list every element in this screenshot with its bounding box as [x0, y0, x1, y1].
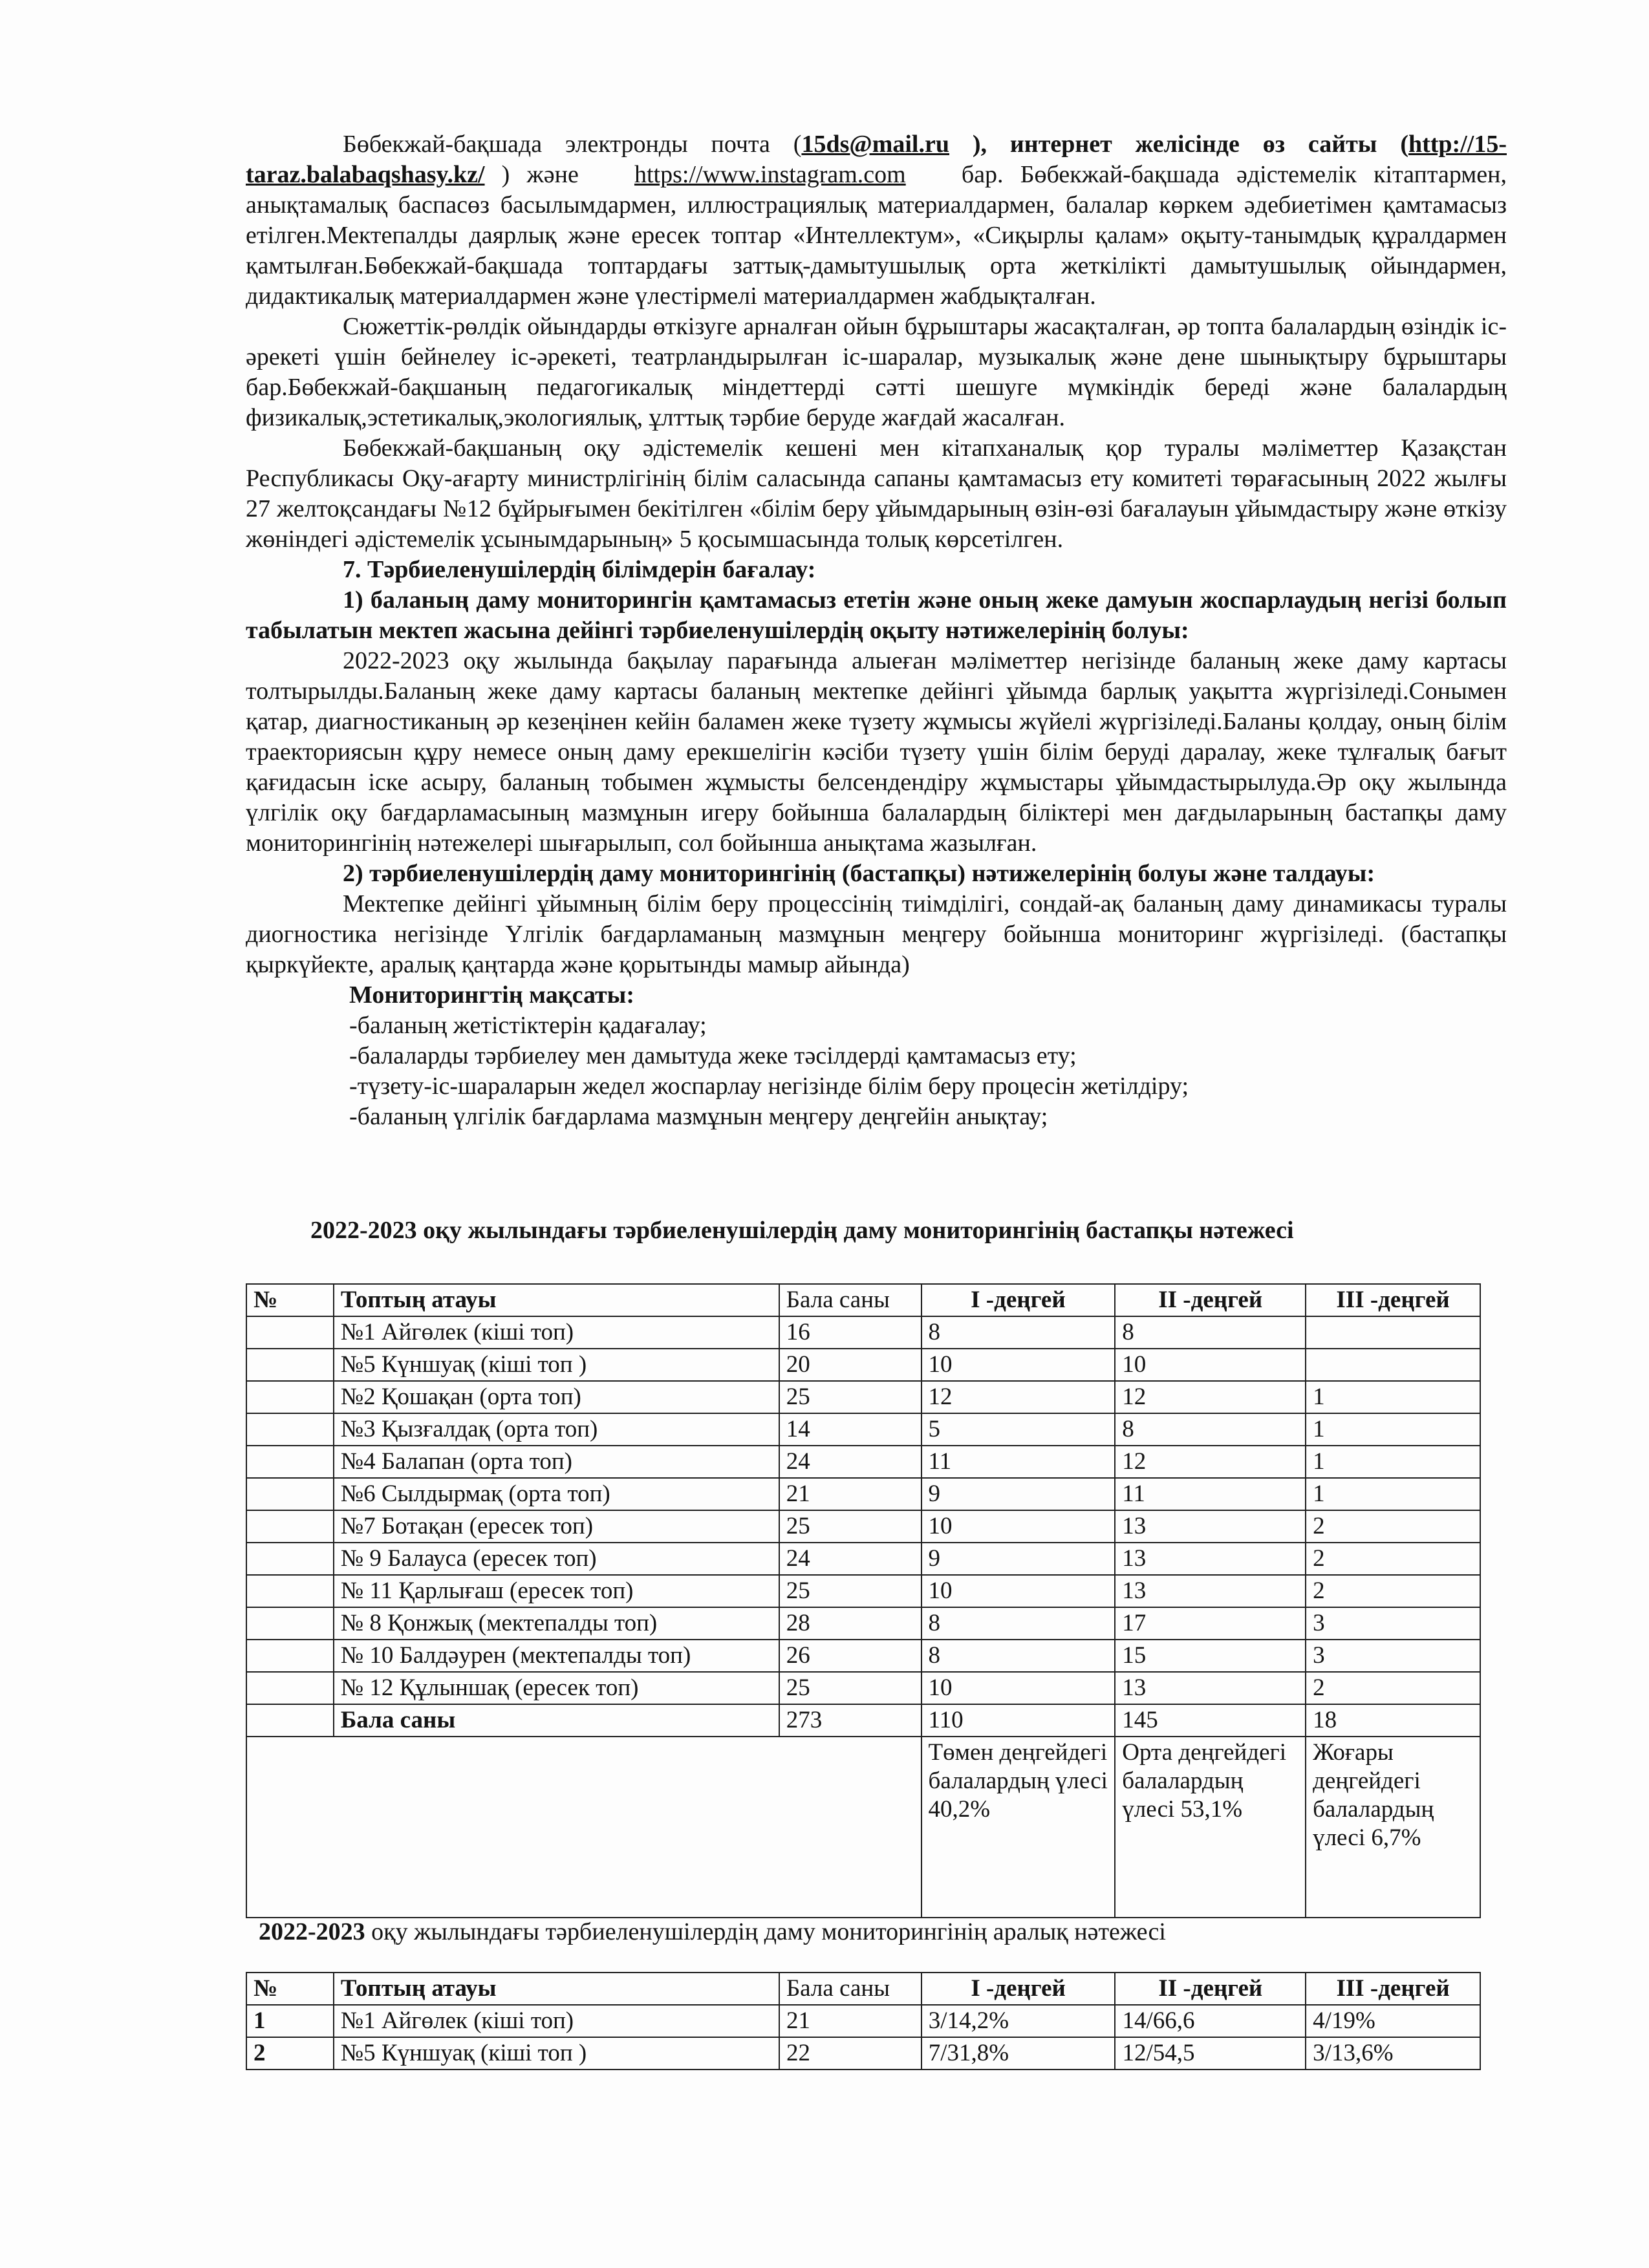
- goal-item: -баланың үлгілік бағдарлама мазмұнын меңгеру деңгейін анықтау;: [349, 1103, 1048, 1130]
- summary-cell: Төмен деңгейдегі балалардың үлесі 40,2%: [921, 1737, 1116, 1918]
- paragraph-5: Мектепке дейінгі ұйымның білім беру процессінің тиімділігі, сондай-ақ баланың даму динамикасы туралы диогностика негізінде Үлгілік бағдарламаның мазмұнын меңгеру бойынша мониторинг жүргізіледі. (бастапқы қыркүйекте, аралық қаңтарда және қорытынды мамыр айында): [246, 890, 1507, 978]
- paragraph-3: Бөбекжай-бақшаның оқу әдістемелік кешені мен кітапханалық қор туралы мәліметтер Қазақстан Республикасы Оқу-ағарту министрлігінің білім саласында сапаны қамтамасыз ету комитеті төрағасының 2022 жылғы 27 желтоқсандағы №12 бұйрығымен бекітілген «білім беру ұйымдарының өзін-өзі бағалауын ұйымдастыру және өткізу жөніндегі әдістемелік ұсынымдарының» 5 қосымшасында толық көрсетілген.: [246, 434, 1507, 553]
- header-cell: ІІІ -деңгей: [1306, 1973, 1480, 2005]
- cell: 14/66,6: [1115, 2005, 1306, 2037]
- goal-item: -баланың жетістіктерін қадағалау;: [349, 1012, 707, 1039]
- section-7-heading: 7. Тәрбиеленушілердің білімдерін бағалау:: [343, 556, 816, 583]
- cell: 9: [921, 1478, 1116, 1510]
- cell: 25: [779, 1510, 921, 1543]
- cell: 2: [1306, 1543, 1480, 1575]
- header-cell: Топтың атауы: [334, 1973, 779, 2005]
- header-cell: Бала саны: [779, 1284, 921, 1316]
- header-cell: Бала саны: [779, 1973, 921, 2005]
- cell: № 10 Балдәурен (мектепалды топ): [334, 1640, 779, 1672]
- cell: 10: [921, 1575, 1116, 1607]
- cell: [246, 1543, 334, 1575]
- cell: [246, 1510, 334, 1543]
- cell: 145: [1115, 1704, 1306, 1737]
- table2-interim-monitoring: [246, 1972, 1481, 2070]
- header-cell: ІІ -деңгей: [1115, 1284, 1306, 1316]
- section-7-1-heading: 1) баланың даму мониторингін қамтамасыз ететін және оның жеке дамуын жоспарлаудың негізі болып табылатын мектеп жасына дейінгі тәрбиеленушілердің оқыту нәтижелерінің болуы:: [246, 586, 1507, 644]
- cell: 8: [921, 1640, 1116, 1672]
- cell: 1: [1306, 1446, 1480, 1478]
- cell: 14: [779, 1413, 921, 1446]
- cell: 1: [1306, 1478, 1480, 1510]
- cell: 8: [1115, 1413, 1306, 1446]
- cell: 1: [1306, 1381, 1480, 1413]
- cell: 25: [779, 1575, 921, 1607]
- cell: 26: [779, 1640, 921, 1672]
- table-row: [246, 1543, 1480, 1575]
- table-header-row: [246, 1973, 1480, 2005]
- table-row: [246, 2037, 1480, 2070]
- cell: 3/13,6%: [1306, 2037, 1480, 2070]
- cell: [246, 1446, 334, 1478]
- cell: 10: [921, 1510, 1116, 1543]
- cell: 25: [779, 1381, 921, 1413]
- table-total-row: [246, 1704, 1480, 1737]
- header-cell: Топтың атауы: [334, 1284, 779, 1316]
- cell: 13: [1115, 1575, 1306, 1607]
- site-link[interactable]: http://15-taraz.balabaqshasy.kz/: [246, 131, 1507, 188]
- header-cell: І -деңгей: [921, 1973, 1116, 2005]
- cell: 3: [1306, 1640, 1480, 1672]
- cell: 2: [1306, 1510, 1480, 1543]
- cell: 13: [1115, 1543, 1306, 1575]
- cell: [246, 1607, 334, 1640]
- header-cell: ІІ -деңгей: [1115, 1973, 1306, 2005]
- table-row: [246, 1413, 1480, 1446]
- cell: №4 Балапан (орта топ): [334, 1446, 779, 1478]
- cell: 8: [1115, 1316, 1306, 1349]
- goal-item: -түзету-іс-шараларын жедел жоспарлау негізінде білім беру процесін жетілдіру;: [349, 1073, 1189, 1100]
- caption-year: 2022-2023: [259, 1918, 365, 1945]
- cell: [1306, 1349, 1480, 1381]
- cell: №6 Сылдырмақ (орта топ): [334, 1478, 779, 1510]
- cell: 13: [1115, 1672, 1306, 1704]
- cell: № 11 Қарлығаш (ересек топ): [334, 1575, 779, 1607]
- cell: № 9 Балауса (ересек топ): [334, 1543, 779, 1575]
- table1-caption: 2022-2023 оқу жылындағы тәрбиеленушілердің даму мониторингінің бастапқы нәтежесі: [310, 1217, 1294, 1244]
- cell: 21: [779, 1478, 921, 1510]
- cell: [246, 1381, 334, 1413]
- cell: №7 Ботақан (ересек топ): [334, 1510, 779, 1543]
- cell: 3: [1306, 1607, 1480, 1640]
- document-body: [246, 129, 1507, 1132]
- cell: 9: [921, 1543, 1116, 1575]
- header-cell: ІІІ -деңгей: [1306, 1284, 1480, 1316]
- cell: 10: [921, 1349, 1116, 1381]
- cell: 1: [1306, 1413, 1480, 1446]
- text: ), интернет желісінде өз сайты (: [949, 131, 1408, 158]
- table-row: [246, 1640, 1480, 1672]
- table-header-row: [246, 1284, 1480, 1316]
- cell: 4/19%: [1306, 2005, 1480, 2037]
- cell: 28: [779, 1607, 921, 1640]
- paragraph-1: [246, 129, 1507, 312]
- header-cell: №: [246, 1284, 334, 1316]
- cell: [246, 1575, 334, 1607]
- table1-initial-monitoring: [246, 1283, 1481, 1918]
- cell: №1 Айгөлек (кіші топ): [334, 1316, 779, 1349]
- cell: 7/31,8%: [921, 2037, 1116, 2070]
- cell: 25: [779, 1672, 921, 1704]
- cell: [246, 1316, 334, 1349]
- cell: 2: [246, 2037, 334, 2070]
- cell: № 12 Құлыншақ (ересек топ): [334, 1672, 779, 1704]
- table-summary-row: [246, 1737, 1480, 1918]
- summary-cell: Орта деңгейдегі балалардың үлесі 53,1%: [1115, 1737, 1306, 1918]
- table-row: [246, 1446, 1480, 1478]
- table2-caption: [259, 1917, 1166, 1947]
- cell: 22: [779, 2037, 921, 2070]
- header-cell: №: [246, 1973, 334, 2005]
- cell: 5: [921, 1413, 1116, 1446]
- cell: 10: [1115, 1349, 1306, 1381]
- cell: [246, 1704, 334, 1737]
- email-link[interactable]: 15ds@mail.ru: [801, 131, 949, 158]
- table-row: [246, 1510, 1480, 1543]
- cell: 16: [779, 1316, 921, 1349]
- cell: №5 Күншуақ (кіші топ ): [334, 1349, 779, 1381]
- cell: 10: [921, 1672, 1116, 1704]
- table-row: [246, 2005, 1480, 2037]
- cell: [1306, 1316, 1480, 1349]
- paragraph-4: 2022-2023 оқу жылында бақылау парағында алыеған мәліметтер негізінде баланың жеке даму картасы толтырылды.Баланың жеке даму картасы баланың мектепке дейінгі ұйымда барлық уақытта жүргізіледі.Сонымен қатар, диагностиканың әр кезеңінен кейін баламен жеке түзету жұмысы жүйелі жүргізіледі.Баланы қолдау, оның білім траекториясын құру немесе оның даму ерекшелігін кәсіби түзету үшін білім беруді даралау, жеке тұлғалық бағыт қағидасын іске асыру, баланың тобымен жұмысты белсендендіру жұмыстары ұйымдастырылуда.Әр оқу жылында үлгілік оқу бағдарламасының мазмұнын игеру бойынша балалардың біліктері мен дағдыларының бастапқы даму мониторингінің нәтежелері шығарылып, сол бойынша анықтама жазылған.: [246, 647, 1507, 857]
- summary-cell: Жоғары деңгейдегі балалардың үлесі 6,7%: [1306, 1737, 1480, 1918]
- cell: [246, 1478, 334, 1510]
- cell: Бала саны: [334, 1704, 779, 1737]
- cell: 2: [1306, 1672, 1480, 1704]
- cell: 24: [779, 1446, 921, 1478]
- text: бар. Бөбекжай-бақшада әдістемелік кітаптармен, анықтамалық баспасөз басылымдармен, иллюстрациялық материалдармен, балалар көркем әдебиетімен қамтамасыз етілген.Мектепалды даярлық және ересек топтар «Интеллектум», «Сиқырлы қалам» оқыту-танымдық құралдармен қамтылған.Бөбекжай-бақшада топтардағы заттық-дамытушылық орта жеткілікті дамытушылық ойындармен, дидактикалық материалдармен және үлестірмелі материалдармен жабдықталған.: [246, 161, 1507, 310]
- cell: 17: [1115, 1607, 1306, 1640]
- cell: №1 Айгөлек (кіші топ): [334, 2005, 779, 2037]
- cell: 12: [1115, 1446, 1306, 1478]
- text: Бөбекжай-бақшада электронды почта (: [343, 131, 802, 158]
- cell: № 8 Қонжық (мектепалды топ): [334, 1607, 779, 1640]
- cell: 11: [1115, 1478, 1306, 1510]
- table-row: [246, 1316, 1480, 1349]
- caption-text: оқу жылындағы тәрбиеленушілердің даму мониторингінің аралық нәтежесі: [365, 1918, 1166, 1945]
- cell: 15: [1115, 1640, 1306, 1672]
- cell: 13: [1115, 1510, 1306, 1543]
- cell: 12: [1115, 1381, 1306, 1413]
- cell: [246, 1672, 334, 1704]
- cell: 2: [1306, 1575, 1480, 1607]
- cell: 3/14,2%: [921, 2005, 1116, 2037]
- cell: [246, 1640, 334, 1672]
- cell: 24: [779, 1543, 921, 1575]
- header-cell: І -деңгей: [921, 1284, 1116, 1316]
- table-row: [246, 1381, 1480, 1413]
- cell: 20: [779, 1349, 921, 1381]
- instagram-link[interactable]: https://www.instagram.com: [634, 161, 906, 188]
- cell: 12: [921, 1381, 1116, 1413]
- goal-item: -балаларды тәрбиелеу мен дамытуда жеке тәсілдерді қамтамасыз ету;: [349, 1042, 1077, 1069]
- cell: 8: [921, 1316, 1116, 1349]
- cell: №3 Қызғалдақ (орта топ): [334, 1413, 779, 1446]
- table-row: [246, 1607, 1480, 1640]
- cell: 110: [921, 1704, 1116, 1737]
- cell: 18: [1306, 1704, 1480, 1737]
- text: ) және: [484, 161, 596, 188]
- table-row: [246, 1672, 1480, 1704]
- table-row: [246, 1478, 1480, 1510]
- cell: [246, 1737, 921, 1918]
- goals-title: Мониторингтің мақсаты:: [349, 981, 634, 1009]
- cell: 11: [921, 1446, 1116, 1478]
- cell: 12/54,5: [1115, 2037, 1306, 2070]
- cell: 1: [246, 2005, 334, 2037]
- cell: №2 Қошақан (орта топ): [334, 1381, 779, 1413]
- cell: №5 Күншуақ (кіші топ ): [334, 2037, 779, 2070]
- cell: [246, 1413, 334, 1446]
- cell: [246, 1349, 334, 1381]
- cell: 8: [921, 1607, 1116, 1640]
- table-row: [246, 1575, 1480, 1607]
- cell: 273: [779, 1704, 921, 1737]
- cell: 21: [779, 2005, 921, 2037]
- section-7-2-heading: 2) тәрбиеленушілердің даму мониторингінің (бастапқы) нәтижелерінің болуы және талдауы:: [343, 860, 1375, 887]
- table-row: [246, 1349, 1480, 1381]
- paragraph-2: Сюжеттік-рөлдік ойындарды өткізуге арналған ойын бұрыштары жасақталған, әр топта балалардың өзіндік іс-әрекеті үшін бейнелеу іс-әрекеті, театрландырылған іс-шаралар, музыкалық және дене шынықтыру бұрыштары бар.Бөбекжай-бақшаның педагогикалық міндеттерді сәтті шешуге мүмкіндік береді және балалардың физикалық,эстетикалық,экологиялық, ұлттық тәрбие беруде жағдай жасалған.: [246, 313, 1507, 431]
